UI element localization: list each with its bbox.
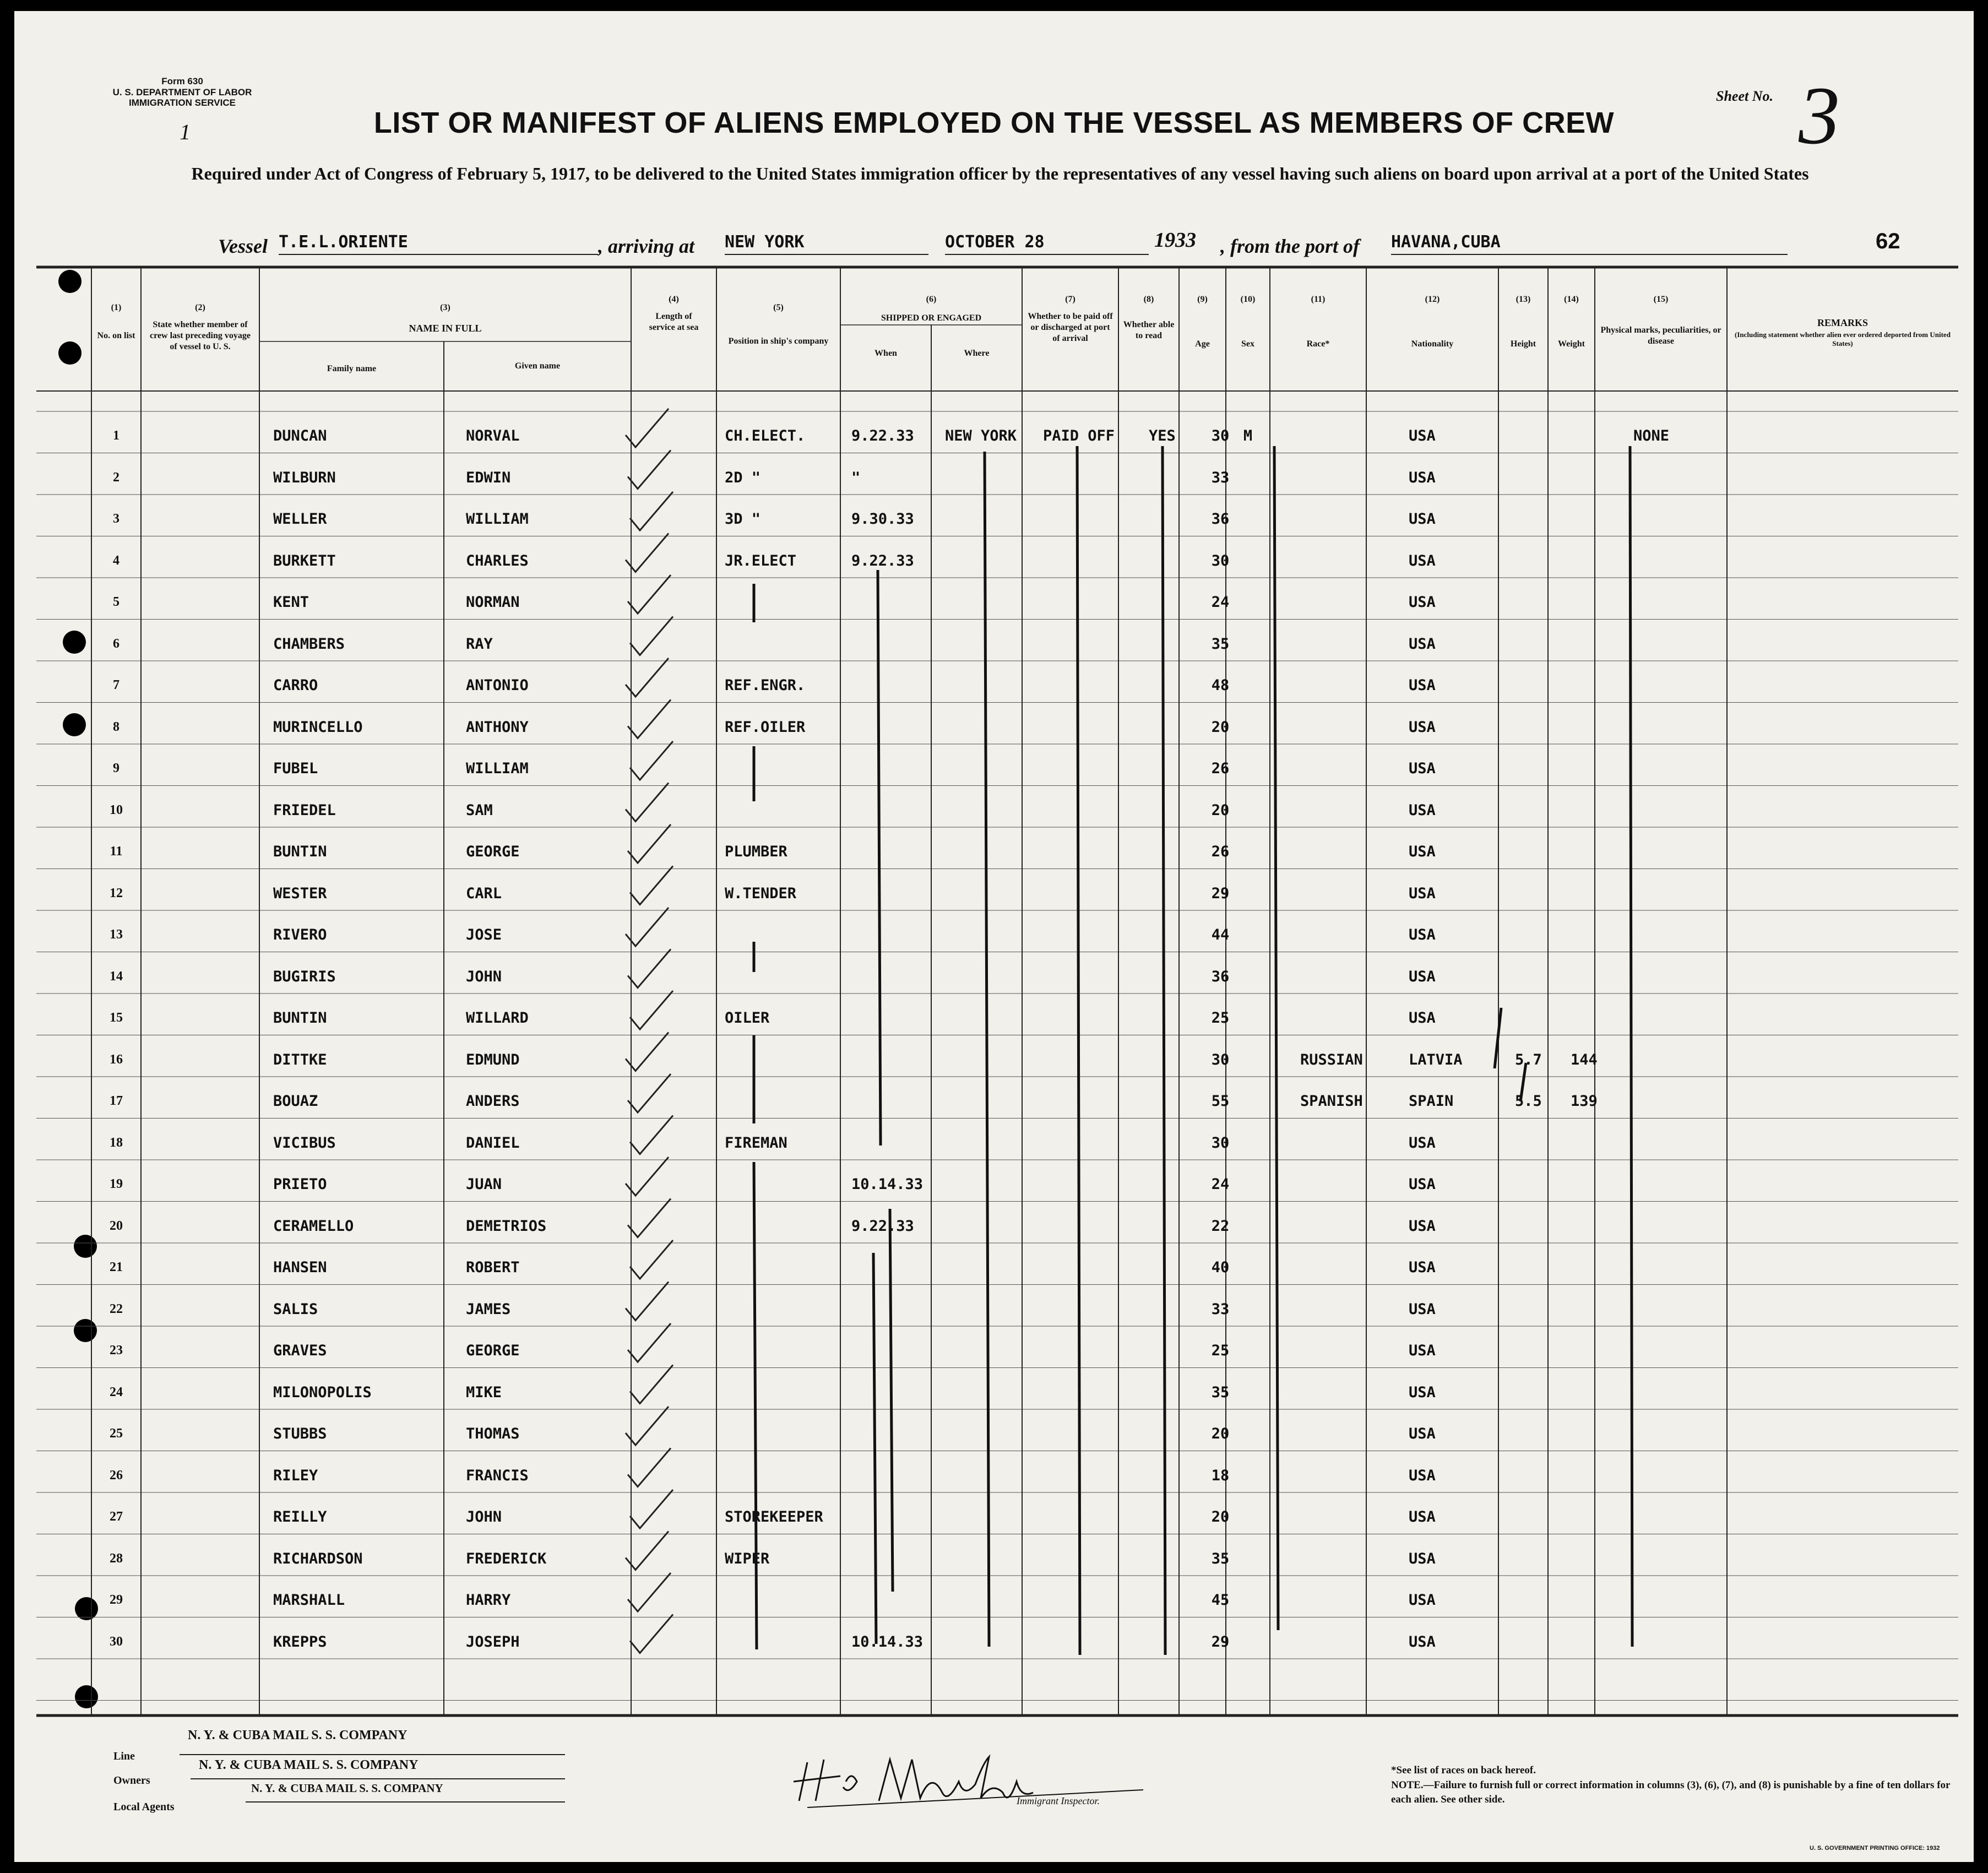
cell-family: DITTKE [273, 1051, 327, 1068]
col2-num: (2) [195, 303, 205, 312]
cell-read: YES [1149, 427, 1176, 444]
punch-hole [75, 1685, 98, 1708]
row-number: 19 [110, 1177, 123, 1191]
check-mark [626, 1532, 669, 1570]
col11-num: (11) [1311, 295, 1326, 304]
cell-nationality: USA [1409, 469, 1436, 486]
cell-age: 36 [1211, 511, 1230, 528]
cell-given: SAM [466, 801, 493, 819]
row-number: 5 [113, 595, 120, 609]
cell-family: RILEY [273, 1467, 318, 1484]
cell-position: STOREKEEPER [725, 1508, 823, 1525]
cell-given: WILLIAM [466, 760, 529, 777]
cell-age: 44 [1211, 926, 1230, 943]
row-number: 27 [110, 1510, 123, 1524]
cell-age: 20 [1211, 1508, 1230, 1525]
line-value: N. Y. & CUBA MAIL S. S. COMPANY [188, 1728, 408, 1742]
row-number: 26 [110, 1468, 123, 1483]
form-service: IMMIGRATION SERVICE [129, 97, 236, 108]
cell-age: 48 [1211, 677, 1230, 694]
note-penalty: NOTE.—Failure to furnish full or correct information in columns (3), (6), (7), and (8) is punishable by a fine of ten dollars for each alien. See other side. [1391, 1779, 1951, 1806]
cell-family: HANSEN [273, 1259, 327, 1276]
page-title: LIST OR MANIFEST OF ALIENS EMPLOYED ON THE VESSEL AS MEMBERS OF CREW [373, 106, 1615, 139]
cell-nationality: USA [1409, 594, 1436, 611]
cell-position: 3D " [725, 511, 761, 528]
cell-position: PLUMBER [725, 843, 787, 860]
check-mark [630, 1116, 673, 1154]
cell-age: 25 [1211, 1009, 1230, 1027]
cell-race: SPANISH [1300, 1093, 1363, 1110]
cell-race: RUSSIAN [1300, 1051, 1363, 1068]
check-mark [626, 1157, 669, 1196]
cell-age: 20 [1211, 801, 1230, 819]
cell-nationality: USA [1409, 1176, 1436, 1193]
row-number: 2 [113, 470, 120, 485]
cell-given: CHARLES [466, 552, 529, 569]
from-port: HAVANA,CUBA [1391, 232, 1788, 255]
col3-given: Given name [514, 361, 561, 371]
cell-position: W.TENDER [725, 884, 797, 902]
cell-family: WESTER [273, 884, 327, 902]
cell-family: WILBURN [273, 469, 336, 486]
sheet-no-label: Sheet No. [1716, 88, 1773, 104]
cell-given: FRANCIS [466, 1467, 529, 1484]
cell-nationality: USA [1409, 1342, 1436, 1359]
cell-family: BURKETT [273, 552, 336, 569]
check-mark [628, 1074, 671, 1112]
agents-label: Local Agents [113, 1801, 175, 1813]
vessel-name: T.E.L.ORIENTE [279, 232, 598, 255]
column-rules [91, 267, 1727, 1715]
cell-paid: PAID OFF [1043, 427, 1115, 444]
col5-num: (5) [773, 303, 784, 312]
cell-given: EDWIN [466, 469, 511, 486]
cell-given: GEORGE [466, 843, 520, 860]
cell-family: VICIBUS [273, 1134, 336, 1152]
row-number: 1 [113, 428, 120, 443]
cell-marks: NONE [1633, 427, 1670, 444]
cell-given: NORMAN [466, 594, 520, 611]
cell-when: 9.30.33 [851, 511, 914, 528]
cell-given: JOSEPH [466, 1633, 520, 1651]
col6-label: SHIPPED OR ENGAGED [881, 313, 982, 323]
cell-family: KENT [273, 594, 309, 611]
cell-position: OILER [725, 1009, 770, 1027]
cell-nationality: USA [1409, 843, 1436, 860]
col8-num: (8) [1143, 295, 1154, 304]
cell-family: DUNCAN [273, 427, 327, 444]
cell-family: WELLER [273, 511, 327, 528]
cell-family: FUBEL [273, 760, 318, 777]
cell-family: SALIS [273, 1300, 318, 1318]
col14-num: (14) [1564, 295, 1579, 304]
cell-given: NORVAL [466, 427, 520, 444]
col6-num: (6) [926, 295, 937, 304]
col6-where: Where [964, 349, 990, 358]
arrival-date: OCTOBER 28 [945, 232, 1149, 255]
cell-age: 18 [1211, 1467, 1230, 1484]
check-mark [626, 534, 669, 572]
cell-age: 55 [1211, 1093, 1230, 1110]
cell-given: EDMUND [466, 1051, 520, 1068]
row-number: 15 [110, 1011, 123, 1025]
corner-number: 62 [1876, 229, 1900, 253]
check-mark [628, 824, 671, 863]
check-mark [628, 1199, 671, 1237]
cell-family: RICHARDSON [273, 1550, 363, 1567]
punch-hole [74, 1235, 97, 1258]
cell-age: 25 [1211, 1342, 1230, 1359]
cell-family: KREPPS [273, 1633, 327, 1651]
owners-value: N. Y. & CUBA MAIL S. S. COMPANY [199, 1758, 419, 1772]
cell-position: REF.ENGR. [725, 677, 806, 694]
col11-label: Race* [1306, 339, 1330, 349]
cell-given: DANIEL [466, 1134, 520, 1152]
cell-position: JR.ELECT [725, 552, 797, 569]
arrival-year: 1933 [1154, 229, 1196, 252]
cell-given: DEMETRIOS [466, 1217, 547, 1235]
row-number: 30 [110, 1634, 123, 1649]
col2-label: State whether member of crew last preceding voyage of vessel to U. S. [150, 320, 251, 351]
col4-label: Length of service at sea [649, 312, 699, 332]
col10-label: Sex [1241, 339, 1254, 349]
arriving-port: NEW YORK [725, 232, 928, 255]
page-subtitle: Required under Act of Congress of February 5, 1917, to be delivered to the United States immigration officer by the representatives of any vessel having such aliens on board upon arrival at a port of the United States [191, 164, 1809, 183]
col12-label: Nationality [1411, 339, 1454, 349]
cell-nationality: USA [1409, 1217, 1436, 1235]
remarks-label: REMARKS [1817, 317, 1868, 328]
row-number: 8 [113, 719, 120, 734]
cell-given: ANTHONY [466, 718, 529, 736]
check-mark [626, 658, 669, 697]
printing-office: U. S. GOVERNMENT PRINTING OFFICE: 1932 [1810, 1845, 1940, 1852]
row-number: 28 [110, 1551, 123, 1566]
cell-when: " [851, 469, 861, 486]
cell-age: 33 [1211, 1300, 1230, 1318]
cell-age: 26 [1211, 760, 1230, 777]
row-number: 25 [110, 1426, 123, 1441]
punch-hole [58, 341, 82, 365]
cell-nationality: USA [1409, 1508, 1436, 1525]
cell-given: ROBERT [466, 1259, 520, 1276]
remarks-sub: (Including statement whether alien ever ordered deported from United States) [1735, 330, 1951, 348]
check-mark [628, 700, 671, 739]
cell-family: MARSHALL [273, 1592, 345, 1609]
cell-given: JUAN [466, 1176, 502, 1193]
cell-nationality: USA [1409, 760, 1436, 777]
cell-age: 35 [1211, 1550, 1230, 1567]
cell-where: NEW YORK [945, 427, 1017, 444]
cell-nationality: SPAIN [1409, 1093, 1454, 1110]
row-number: 13 [110, 927, 123, 942]
cell-given: THOMAS [466, 1425, 520, 1442]
cell-family: GRAVES [273, 1342, 327, 1359]
col1-label: No. on list [97, 331, 135, 340]
cell-family: MILONOPOLIS [273, 1383, 372, 1401]
row-number: 14 [110, 969, 123, 984]
col3-label: NAME IN FULL [409, 323, 482, 334]
arriving-label: , arriving at [598, 235, 695, 257]
check-mark [628, 1573, 671, 1611]
cell-nationality: USA [1409, 1550, 1436, 1567]
cell-given: CARL [466, 884, 502, 902]
cell-height: 5.7 [1515, 1051, 1542, 1068]
cell-weight: 139 [1571, 1093, 1598, 1110]
cell-age: 29 [1211, 1633, 1230, 1651]
cell-nationality: LATVIA [1409, 1051, 1463, 1068]
cell-given: HARRY [466, 1592, 511, 1609]
cell-family: MURINCELLO [273, 718, 363, 736]
cell-given: ANDERS [466, 1093, 520, 1110]
check-mark [628, 575, 671, 614]
owners-label: Owners [113, 1774, 150, 1787]
cell-age: 24 [1211, 594, 1230, 611]
col13-label: Height [1510, 339, 1536, 349]
cell-nationality: USA [1409, 1633, 1436, 1651]
check-mark [626, 1033, 669, 1071]
cell-when: 9.22.33 [851, 552, 914, 569]
row-number: 18 [110, 1135, 123, 1150]
row-number: 12 [110, 886, 123, 900]
row-number: 20 [110, 1218, 123, 1233]
cell-given: WILLARD [466, 1009, 529, 1027]
manifest-sheet [14, 11, 1974, 1862]
cell-nationality: USA [1409, 926, 1436, 943]
line-label: Line [113, 1750, 135, 1762]
cell-family: CARRO [273, 677, 318, 694]
cell-family: PRIETO [273, 1176, 327, 1193]
sheet-number: 3 [1799, 70, 1840, 161]
cell-nationality: USA [1409, 884, 1436, 902]
vessel-line [14, 226, 1974, 264]
cell-nationality: USA [1409, 552, 1436, 569]
cell-nationality: USA [1409, 1425, 1436, 1442]
vessel-label: Vessel [218, 235, 268, 257]
cell-position: CH.ELECT. [725, 427, 806, 444]
cell-given: WILLIAM [466, 511, 529, 528]
cell-nationality: USA [1409, 1467, 1436, 1484]
row-number: 11 [110, 844, 123, 859]
cell-position: REF.OILER [725, 718, 806, 736]
cell-when: 9.22.33 [851, 1217, 914, 1235]
form-department: U. S. DEPARTMENT OF LABOR [112, 86, 252, 97]
cell-family: CHAMBERS [273, 635, 345, 653]
handwritten-one: 1 [180, 120, 191, 144]
cell-given: JAMES [466, 1300, 511, 1318]
col15-label: Physical marks, peculiarities, or disease [1600, 325, 1721, 346]
check-mark [626, 409, 669, 447]
footer-underlines [180, 1740, 576, 1806]
check-mark [628, 450, 671, 489]
cell-age: 40 [1211, 1259, 1230, 1276]
check-mark [630, 741, 673, 780]
cell-given: ANTONIO [466, 677, 529, 694]
cell-nationality: USA [1409, 1300, 1436, 1318]
punch-hole [63, 713, 86, 736]
row-number: 29 [110, 1593, 123, 1607]
check-mark [628, 949, 671, 988]
row-number: 24 [110, 1385, 123, 1399]
col3-num: (3) [440, 303, 450, 312]
cell-given: FREDERICK [466, 1550, 547, 1567]
col6-when: When [874, 349, 897, 358]
col15-num: (15) [1653, 295, 1669, 304]
col5-label: Position in ship's company [728, 336, 829, 346]
cell-age: 35 [1211, 635, 1230, 653]
cell-age: 20 [1211, 1425, 1230, 1442]
col12-num: (12) [1425, 295, 1440, 304]
check-mark [626, 783, 669, 822]
cell-age: 30 [1211, 552, 1230, 569]
cell-family: REILLY [273, 1508, 327, 1525]
check-mark [630, 866, 673, 905]
row-number: 21 [110, 1260, 123, 1274]
cell-age: 33 [1211, 469, 1230, 486]
cell-family: BUNTIN [273, 1009, 327, 1027]
cell-when: 10.14.33 [851, 1176, 924, 1193]
cell-age: 20 [1211, 718, 1230, 736]
form-info [91, 76, 273, 108]
cell-nationality: USA [1409, 1134, 1436, 1152]
cell-when: 10.14.33 [851, 1633, 924, 1651]
check-mark [630, 1365, 673, 1404]
cell-given: JOSE [466, 926, 502, 943]
col3-family: Family name [327, 364, 377, 373]
punch-hole [63, 631, 86, 654]
cell-age: 26 [1211, 843, 1230, 860]
cell-age: 22 [1211, 1217, 1230, 1235]
cell-family: RIVERO [273, 926, 327, 943]
cell-family: BUGIRIS [273, 968, 336, 985]
check-mark [628, 1448, 671, 1487]
from-label: , from the port of [1220, 235, 1360, 257]
cell-age: 30 [1211, 1051, 1230, 1068]
ditto-lines [754, 446, 1632, 1655]
row-number: 4 [113, 553, 120, 568]
punch-hole [74, 1319, 97, 1342]
check-mark [626, 1407, 669, 1445]
cell-nationality: USA [1409, 1592, 1436, 1609]
cell-sex: M [1243, 427, 1253, 444]
cell-weight: 144 [1571, 1051, 1598, 1068]
row-number: 17 [110, 1094, 123, 1108]
cell-nationality: USA [1409, 427, 1436, 444]
cell-height: 5.5 [1515, 1093, 1542, 1110]
check-mark [626, 1282, 669, 1321]
cell-age: 45 [1211, 1592, 1230, 1609]
cell-given: JOHN [466, 968, 502, 985]
col14-label: Weight [1558, 339, 1585, 349]
cell-nationality: USA [1409, 677, 1436, 694]
cell-nationality: USA [1409, 968, 1436, 985]
col9-num: (9) [1197, 295, 1208, 304]
cell-nationality: USA [1409, 718, 1436, 736]
col4-num: (4) [669, 295, 679, 304]
cell-nationality: USA [1409, 1383, 1436, 1401]
col8-label: Whether able to read [1123, 320, 1175, 340]
row-number: 3 [113, 512, 120, 526]
cell-given: JOHN [466, 1508, 502, 1525]
col7-label: Whether to be paid off or discharged at port of arrival [1028, 312, 1113, 343]
col7-num: (7) [1065, 295, 1076, 304]
check-mark [630, 1240, 673, 1279]
cell-nationality: USA [1409, 1259, 1436, 1276]
cell-family: STUBBS [273, 1425, 327, 1442]
cell-given: MIKE [466, 1383, 502, 1401]
cell-position: WIPER [725, 1550, 770, 1567]
check-mark [630, 991, 673, 1029]
cell-age: 30 [1211, 427, 1230, 444]
cell-given: RAY [466, 635, 493, 653]
punch-hole [58, 270, 82, 293]
check-mark [630, 1615, 673, 1653]
col1-num: (1) [111, 303, 122, 312]
cell-nationality: USA [1409, 511, 1436, 528]
cell-age: 35 [1211, 1383, 1230, 1401]
col10-num: (10) [1240, 295, 1256, 304]
note-races: *See list of races on back hereof. [1391, 1765, 1536, 1776]
check-mark [628, 1323, 671, 1362]
row-number: 10 [110, 802, 123, 817]
footer-notes [1391, 1763, 1964, 1807]
check-mark [630, 492, 673, 530]
check-marks [626, 409, 673, 1653]
agents-value: N. Y. & CUBA MAIL S. S. COMPANY [251, 1782, 443, 1795]
cell-age: 36 [1211, 968, 1230, 985]
cell-given: GEORGE [466, 1342, 520, 1359]
row-number: 7 [113, 678, 120, 692]
cell-position: 2D " [725, 469, 761, 486]
row-number: 9 [113, 761, 120, 775]
row-number: 6 [113, 636, 120, 651]
cell-family: FRIEDEL [273, 801, 336, 819]
cell-nationality: USA [1409, 801, 1436, 819]
col9-label: Age [1195, 339, 1210, 349]
cell-age: 29 [1211, 884, 1230, 902]
form-number: Form 630 [161, 76, 203, 86]
cell-age: 30 [1211, 1134, 1230, 1152]
cell-age: 24 [1211, 1176, 1230, 1193]
cell-position: FIREMAN [725, 1134, 787, 1152]
cell-family: CERAMELLO [273, 1217, 354, 1235]
check-mark [630, 1490, 673, 1528]
row-number: 22 [110, 1301, 123, 1316]
cell-family: BOUAZ [273, 1093, 318, 1110]
cell-when: 9.22.33 [851, 427, 914, 444]
row-number: 23 [110, 1343, 123, 1358]
check-mark [630, 617, 673, 655]
signature-caption: Immigrant Inspector. [1017, 1795, 1100, 1806]
cell-family: BUNTIN [273, 843, 327, 860]
check-mark [626, 908, 669, 946]
col13-num: (13) [1516, 295, 1531, 304]
cell-nationality: USA [1409, 635, 1436, 653]
row-number: 16 [110, 1052, 123, 1067]
cell-nationality: USA [1409, 1009, 1436, 1027]
